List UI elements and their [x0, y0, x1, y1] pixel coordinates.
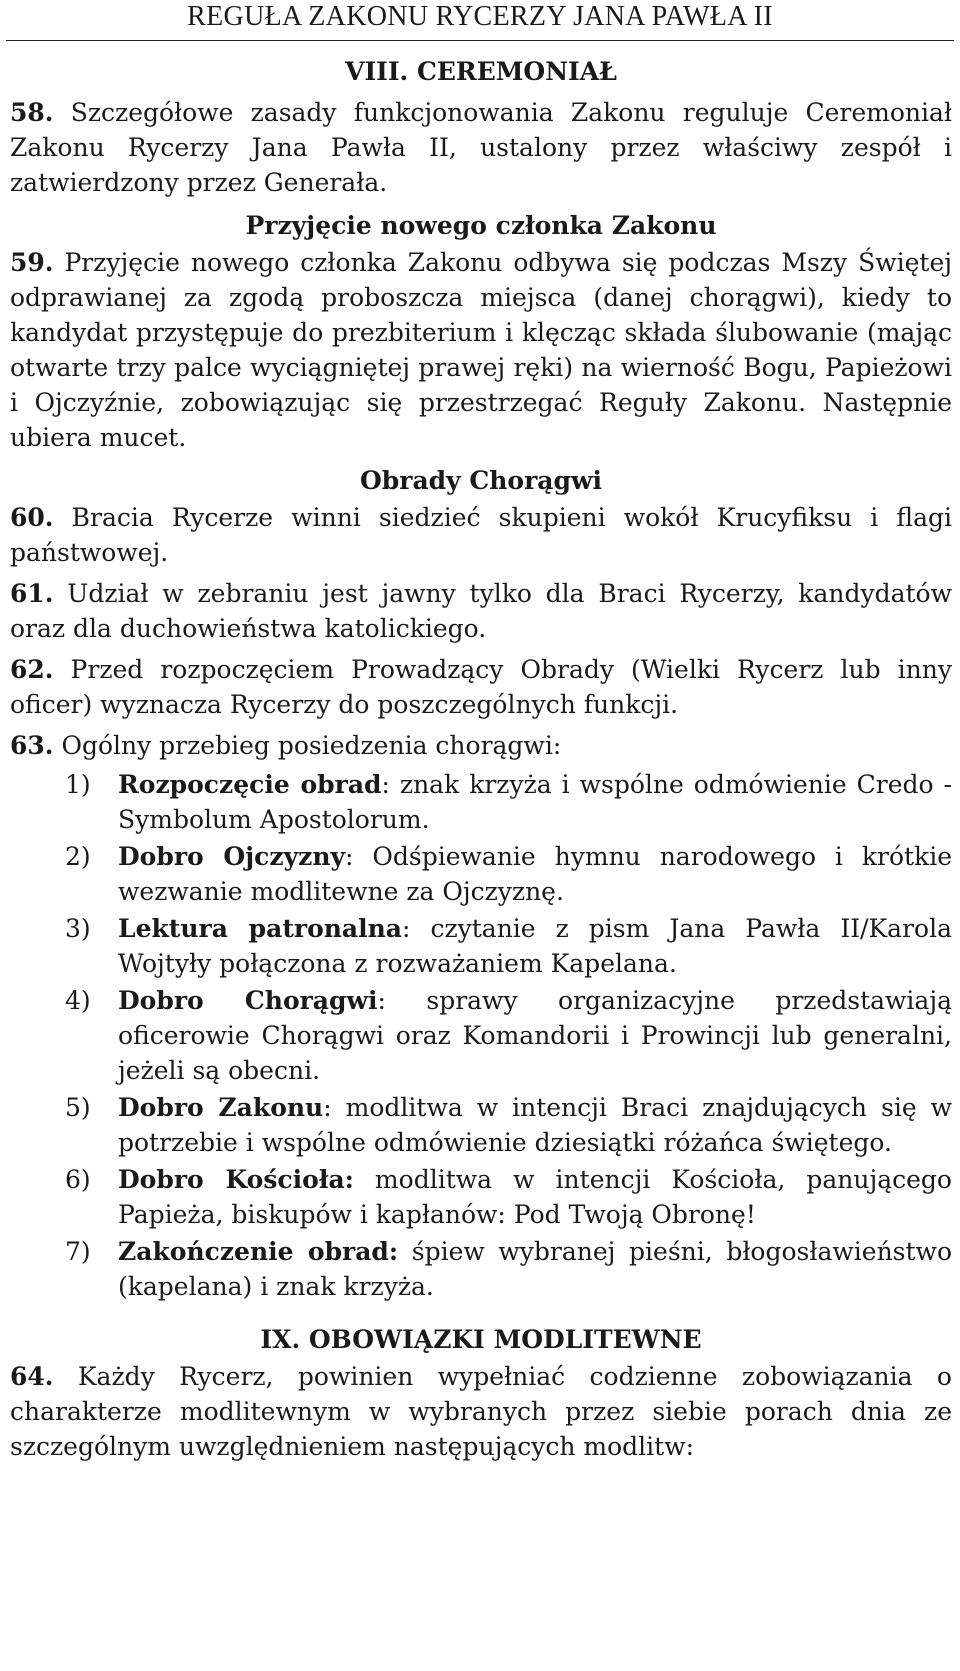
paragraph-text: Ogólny przebieg posiedzenia chorągwi: — [53, 731, 562, 760]
list-item — [10, 1234, 952, 1304]
list-item-text: : sprawy organizacyjne przedstawiają oficerowie Chorągwi oraz Komandorii i Prowincji lub generalni, jeżeli są obecni. — [118, 986, 952, 1085]
list-item-term: Dobro Chorągwi — [118, 986, 378, 1015]
paragraph-number: 58. — [10, 98, 54, 127]
list-item-term: Dobro Ojczyzny — [118, 842, 346, 871]
list-item — [10, 911, 952, 981]
list-item-term: Rozpoczęcie obrad — [118, 770, 382, 799]
list-item-number: 3) — [65, 914, 91, 943]
list-item-number: 2) — [65, 842, 91, 871]
list-item-number: 5) — [65, 1093, 91, 1122]
list-item-number: 6) — [65, 1165, 91, 1194]
list-item — [10, 767, 952, 837]
paragraph-60 — [10, 500, 952, 570]
list-item-text: : czytanie z pism Jana Pawła II/Karola Wojtyły połączona z rozważaniem Kapelana. — [118, 914, 952, 978]
paragraph-text: Bracia Rycerze winni siedzieć skupieni wokół Krucyfiksu i flagi państwowej. — [10, 503, 952, 567]
list-item-number: 1) — [65, 770, 91, 799]
paragraph-text: Przed rozpoczęciem Prowadzący Obrady (Wielki Rycerz lub inny oficer) wyznacza Rycerzy do poszczególnych funkcji. — [10, 655, 952, 719]
agenda-list — [10, 767, 952, 1304]
list-item — [10, 1090, 952, 1160]
running-header: REGUŁA ZAKONU RYCERZY JANA PAWŁA II — [187, 1, 773, 32]
list-item — [10, 1162, 952, 1232]
list-item-number: 4) — [65, 986, 91, 1015]
list-item-term: Zakończenie obrad: — [118, 1237, 399, 1266]
paragraph-number: 61. — [10, 579, 54, 608]
paragraph-number: 59. — [10, 248, 54, 277]
paragraph-text: Szczegółowe zasady funkcjonowania Zakonu reguluje Ceremoniał Zakonu Rycerzy Jana Pawła II, ustalony przez właściwy zespół i zatwierdzony przez Generała. — [10, 98, 952, 197]
paragraph-62 — [10, 652, 952, 722]
paragraph-number: 64. — [10, 1362, 54, 1391]
list-item-text: : Odśpiewanie hymnu narodowego i krótkie wezwanie modlitewne za Ojczyznę. — [118, 842, 952, 906]
section-title-ix: IX. OBOWIĄZKI MODLITEWNE — [260, 1325, 702, 1354]
paragraph-number: 62. — [10, 655, 54, 684]
paragraph-number: 63. — [10, 731, 54, 760]
subheading-obrady: Obrady Chorągwi — [360, 466, 602, 495]
paragraph-64 — [10, 1359, 952, 1464]
paragraph-number: 60. — [10, 503, 54, 532]
paragraph-63 — [10, 728, 952, 763]
list-item — [10, 839, 952, 909]
paragraph-59 — [10, 245, 952, 455]
section-title-viii: VIII. CEREMONIAŁ — [345, 57, 617, 86]
list-item-term: Dobro Kościoła: — [118, 1165, 354, 1194]
list-item — [10, 983, 952, 1088]
list-item-number: 7) — [65, 1237, 91, 1266]
document-body — [10, 48, 952, 1464]
paragraph-58 — [10, 95, 952, 200]
list-item-text: : modlitwa w intencji Braci znajdujących się w potrzebie i wspólne odmówienie dziesiątki różańca świętego. — [118, 1093, 953, 1157]
list-item-text: : znak krzyża i wspólne odmówienie Credo - Symbolum Apostolorum. — [118, 770, 952, 834]
paragraph-61 — [10, 576, 952, 646]
list-item-term: Dobro Zakonu — [118, 1093, 324, 1122]
list-item-text: śpiew wybranej pieśni, błogosławieństwo (kapelana) i znak krzyża. — [118, 1237, 952, 1301]
list-item-text: modlitwa w intencji Kościoła, panującego Papieża, biskupów i kapłanów: Pod Twoją Obronę! — [118, 1165, 952, 1229]
header-rule — [6, 40, 954, 41]
paragraph-text: Przyjęcie nowego członka Zakonu odbywa się podczas Mszy Świętej odprawianej za zgodą proboszcza miejsca (danej chorągwi), kiedy to kandydat przystępuje do prezbiterium i klęcząc składa ślubowanie (mając otwarte trzy palce wyciągniętej prawej ręki) na wierność Bogu, Papieżowi i Ojczyźnie, zobowiązując się przestrzegać Reguły Zakonu. Następnie ubiera mucet. — [10, 248, 952, 452]
subheading-new-member: Przyjęcie nowego członka Zakonu — [245, 211, 717, 240]
paragraph-text: Każdy Rycerz, powinien wypełniać codzienne zobowiązania o charakterze modlitewnym w wybranych przez siebie porach dnia ze szczególnym uwzględnieniem następujących modlitw: — [10, 1362, 952, 1461]
paragraph-text: Udział w zebraniu jest jawny tylko dla Braci Rycerzy, kandydatów oraz dla duchowieństwa katolickiego. — [10, 579, 952, 643]
list-item-term: Lektura patronalna — [118, 914, 402, 943]
